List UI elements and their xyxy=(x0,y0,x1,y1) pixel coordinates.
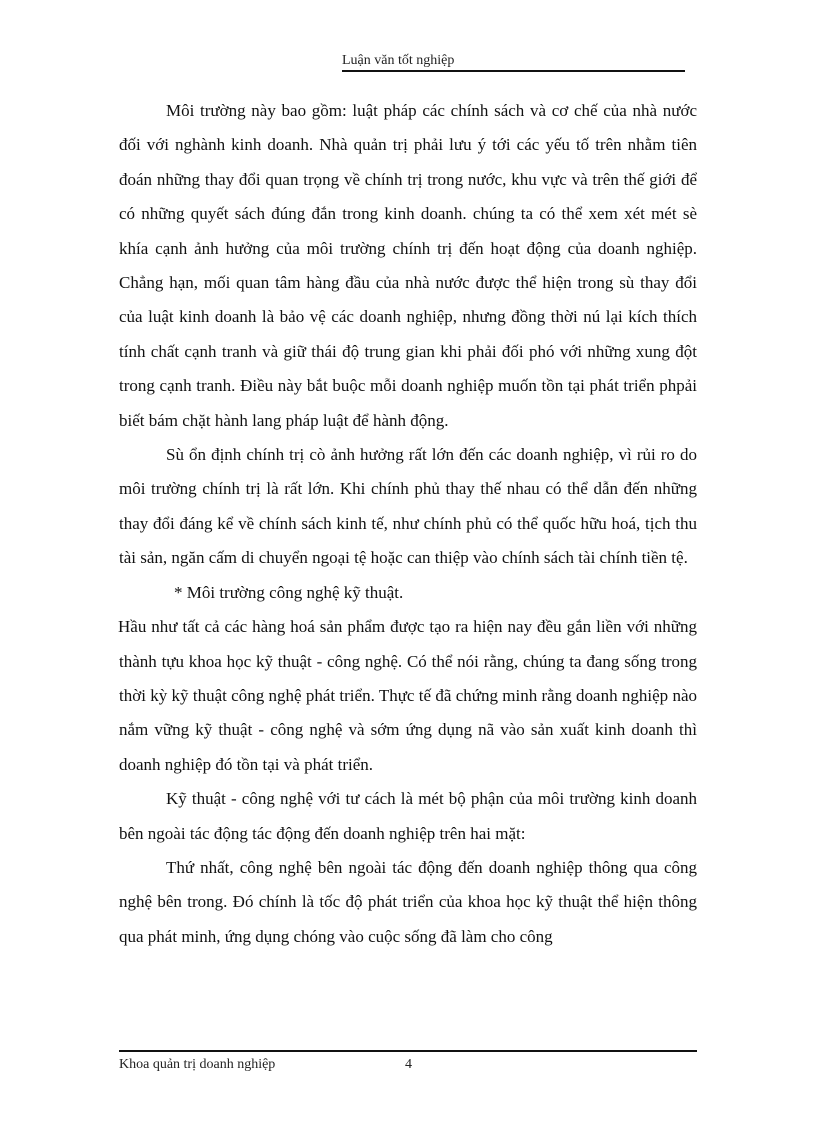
header-title: Luận văn tốt nghiệp xyxy=(342,53,455,68)
paragraph-first-aspect: Thứ nhất, công nghệ bên ngoài tác động đến doanh nghiệp thông qua công nghệ bên trong. Đó chính là tốc độ phát triển của khoa học kỹ thuật thể hiện thông qua phát minh, ứng dụng chóng vào cuộc sống đã làm cho công xyxy=(119,857,697,946)
page-number: 4 xyxy=(405,1057,412,1072)
page-header xyxy=(342,52,685,72)
footer-divider xyxy=(119,1050,697,1052)
paragraph-technology-role: Kỹ thuật - công nghệ với tư cách là mét bộ phận của môi trường kinh doanh bên ngoài tác động tác động đến doanh nghiệp trên hai mặt: xyxy=(119,789,697,843)
paragraph-political-environment: Môi trường này bao gồm: luật pháp các chính sách và cơ chế của nhà nước đối với nghành kinh doanh. Nhà quản trị phải lưu ý tới các yếu tố trên nhằm tiên đoán những thay đổi quan trọng về chính trị trong nước, khu vực và trên thế giới để có những quyết sách đúng đắn trong kinh doanh. chúng ta có thể xem xét mét sè khía cạnh ảnh hưởng của môi trường chính trị đến hoạt động của doanh nghiệp. Chẳng hạn, mối quan tâm hàng đầu của nhà nước được thể hiện trong sù thay đổi của luật kinh doanh là bảo vệ các doanh nghiệp, nhưng đồng thời nú lại kích thích tính chất cạnh tranh và giữ thái độ trung gian khi phải đối phó với những xung đột trong cạnh tranh. Điều này bắt buộc mỗi doanh nghiệp muốn tồn tại phát triển phpải biết bám chặt hành lang pháp luật để hành động. xyxy=(119,101,697,430)
paragraph-political-stability: Sù ổn định chính trị cò ảnh hưởng rất lớn đến các doanh nghiệp, vì rủi ro do môi trường chính trị là rất lớn. Khi chính phủ thay thế nhau có thể dẫn đến những thay đổi đáng kể về chính sách kinh tế, như chính phủ có thể quốc hữu hoá, tịch thu tài sản, ngăn cấm di chuyển ngoại tệ hoặc can thiệp vào chính sách tài chính tiền tệ. xyxy=(119,445,697,568)
paragraph-technology-products: Hầu như tất cả các hàng hoá sản phẩm được tạo ra hiện nay đều gắn liền với những thành tựu khoa học kỹ thuật - công nghệ. Có thể nói rằng, chúng ta đang sống trong thời kỳ kỹ thuật công nghệ phát triển. Thực tế đã chứng minh rằng doanh nghiệp nào nắm vững kỹ thuật - công nghệ và sớm ứng dụng nã vào sản xuất kinh doanh thì doanh nghiệp đó tồn tại và phát triển. xyxy=(118,617,697,774)
footer-faculty: Khoa quản trị doanh nghiệp xyxy=(119,1057,276,1072)
document-body xyxy=(119,94,697,954)
section-heading-technology: * Môi trường công nghệ kỹ thuật. xyxy=(174,582,404,602)
